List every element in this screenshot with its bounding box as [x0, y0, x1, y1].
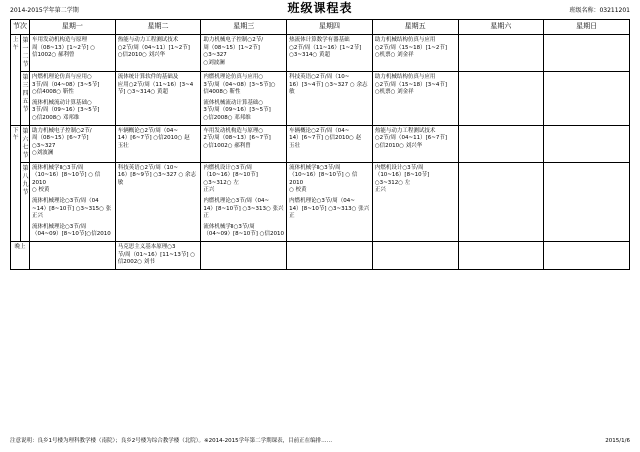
course-entry-line: 流体机械流动计算基础○: [203, 99, 264, 106]
cell-sat-p89: [458, 162, 544, 241]
cell-sun-p67: [544, 125, 630, 162]
course-entry-line: 2节/周（08~13）[6~7节]: [203, 135, 271, 142]
course-entry: [289, 198, 370, 221]
course-entry: [32, 100, 113, 123]
page-title: 班级课程表: [287, 1, 353, 15]
course-entry-line: 14）[8~10节] ○3~313○ 张兴: [203, 205, 284, 212]
course-entry-line: 敏: [117, 179, 124, 186]
cell-fri-p89: [372, 162, 458, 241]
course-entry-line: ○2节/周（04~11）[6~7节]: [374, 135, 447, 142]
cell-wed-evening: [201, 241, 287, 269]
course-entry-line: ○机票○ 刘金祥: [374, 52, 414, 59]
course-entry-line: 信2002○ 刘书: [117, 259, 155, 266]
course-entry-line: 3节/周（09~16）[3~5节]: [203, 107, 271, 114]
course-entry-line: 3节/周（04~08）[3~5节]○: [203, 81, 276, 88]
course-entry-line: 正兴: [32, 213, 44, 220]
table-row: [11, 125, 630, 162]
cell-sat-evening: [458, 241, 544, 269]
column-header-sunday: 星期日: [544, 20, 630, 35]
cell-thu-p67: [287, 125, 373, 162]
cell-tue-evening: [115, 241, 201, 269]
cell-wed-p89: [201, 162, 287, 241]
cell-thu-p345: [287, 72, 373, 126]
period-label-6-7: 第六七节: [20, 125, 30, 162]
cell-mon-evening: [30, 241, 116, 269]
course-entry: [203, 74, 284, 97]
course-entry-line: 周（08~15）[1~2节] ○3~327: [203, 44, 260, 59]
course-entry-line: ○信2008○ 邓邦维: [32, 114, 80, 121]
table-header-row: [11, 20, 630, 35]
course-entry-line: ○3~314○ 黄超: [289, 52, 331, 59]
course-entry: [203, 37, 284, 67]
cell-mon-p67: [30, 125, 116, 162]
course-entry-line: 节/周（01~16）[11~13节] ○: [117, 251, 196, 258]
cell-tue-p67: [115, 125, 201, 162]
cell-fri-p345: [372, 72, 458, 126]
daypart-label-evening: 晚上: [11, 241, 30, 269]
course-entry-line: 14）[6~7节] ○信2010○ 赵: [289, 135, 362, 142]
course-entry-line: 内燃机理论仿真与应用○: [203, 74, 264, 80]
course-entry-line: 正: [203, 213, 209, 220]
table-row: [11, 72, 630, 126]
cell-thu-evening: [287, 241, 373, 269]
course-entry: [118, 165, 199, 188]
period-label-3-5: 第三四五节: [20, 72, 30, 126]
cell-mon-p12: [30, 35, 116, 72]
course-entry: [118, 244, 199, 267]
course-entry-line: 16）[3~4节] ○3~327 ○ 余志: [289, 81, 368, 88]
course-entry-line: 热流体计算数学有器基础: [289, 37, 350, 43]
cell-wed-p67: [201, 125, 287, 162]
cell-tue-p345: [115, 72, 201, 126]
course-entry-line: ○信1002○ 郝利曾: [203, 142, 251, 149]
schedule-table: [10, 19, 630, 270]
course-entry-line: 科技英语○2节/周（10~: [117, 164, 178, 171]
course-entry: [203, 165, 284, 195]
cell-tue-p12: [115, 35, 201, 72]
footer-note: 注意说明：良乡1号楼为理科教学楼（南院）；良乡2号楼为综合教学楼（北院）。※2014-2015学年第二学期课表，目前正在编排……: [10, 438, 333, 444]
footer-date: 2015/1/6: [605, 438, 630, 444]
column-header-wednesday: 星期三: [201, 20, 287, 35]
course-entry-line: 流体机械学Ⅱ○3节/周: [289, 164, 341, 171]
column-header-periods: 节次: [11, 20, 30, 35]
daypart-label-morning: 上午: [11, 35, 21, 126]
course-entry-line: 内燃机设计○3节/周: [374, 164, 424, 171]
course-entry-line: 周（08~13）[1~2节] ○: [32, 44, 96, 51]
page-header: [10, 1, 630, 15]
period-label-8-9: 第八九节: [20, 162, 30, 241]
cell-mon-p89: [30, 162, 116, 241]
course-entry-line: 马克思主义基本原理○3: [117, 243, 176, 250]
course-entry-line: ○刘波澜: [32, 150, 54, 157]
course-entry-line: ○信2008○ 邓邦维: [203, 114, 251, 121]
table-row: [11, 35, 630, 72]
cell-wed-p12: [201, 35, 287, 72]
course-entry-line: ○ 校黄: [289, 187, 307, 194]
cell-sat-p345: [458, 72, 544, 126]
period-label-1-2: 第一二节: [20, 35, 30, 72]
cell-fri-p67: [372, 125, 458, 162]
course-entry-line: 3节/周（09~16）[3~5节]: [32, 107, 100, 114]
course-entry-line: 节] ○3~314○ 黄超: [117, 89, 169, 96]
course-entry-line: 助力机械结构仿真与应用: [374, 74, 436, 80]
course-entry-line: 14）[6~7节] ○信2010○ 赵: [117, 135, 190, 142]
course-entry-line: 流体机械流动计算基础○: [32, 99, 92, 106]
cell-fri-evening: [372, 241, 458, 269]
course-entry: [203, 128, 284, 151]
cell-sun-evening: [544, 241, 630, 269]
course-entry-line: ○刘波澜: [203, 59, 225, 66]
class-name-label: 班级名称：03211201: [569, 7, 630, 14]
table-row: [11, 241, 630, 269]
course-entry: [375, 165, 456, 195]
course-entry-line: 科技英语○2节/周（10~: [289, 74, 350, 80]
course-entry-line: ○信2010○ 刘兴华: [374, 142, 423, 149]
cell-thu-p12: [287, 35, 373, 72]
course-entry-line: 玉壮: [117, 142, 129, 149]
course-entry: [118, 74, 199, 97]
cell-sun-p89: [544, 162, 630, 241]
course-entry-line: 周（08~15）[6~7节] ○3~327: [32, 135, 89, 149]
course-entry-line: ○信2010○ 刘兴华: [117, 52, 166, 59]
page-footer: [10, 437, 630, 446]
table-row: [11, 162, 630, 241]
course-entry-line: ○信4008○ 靳性: [32, 89, 74, 96]
course-entry: [289, 37, 370, 60]
course-entry-line: 正兴: [374, 187, 386, 194]
course-entry: [118, 37, 199, 60]
course-entry-line: （04~09）[8~10节] ○信2010: [203, 231, 284, 238]
course-entry-line: 车辆概论○2节/周（04~: [289, 127, 350, 134]
course-entry-line: （10~16）[8~10节] ○3~312○ 左: [374, 172, 430, 186]
column-header-thursday: 星期四: [287, 20, 373, 35]
course-entry-line: 流体机械学Ⅱ○3节/周: [32, 164, 84, 171]
course-entry-line: ○机票○ 刘金祥: [374, 89, 414, 96]
course-entry: [289, 74, 370, 97]
cell-thu-p89: [287, 162, 373, 241]
course-entry-line: 助力机械结构仿真与应用: [374, 37, 436, 43]
course-entry-line: （10~16）[8~10节] ○3~312○ 左: [203, 172, 258, 186]
course-entry-line: 流体机械理论○3节/周: [32, 223, 87, 230]
cell-wed-p345: [201, 72, 287, 126]
course-entry-line: 流体统计算软件的基础及: [117, 74, 179, 80]
term-label: 2014-2015学年第二学期: [10, 7, 79, 14]
course-entry: [32, 37, 113, 60]
course-entry-line: 流体机械学Ⅱ○3节/周: [203, 223, 255, 230]
column-header-tuesday: 星期二: [115, 20, 201, 35]
daypart-label-afternoon: 下午: [11, 125, 21, 241]
course-entry-line: ○2节/周（15~18）[1~2节]: [374, 44, 447, 51]
course-entry-line: 内燃机理论○3节/周（04~: [203, 197, 270, 204]
course-entry-line: 内燃机设计○3节/周: [203, 164, 253, 171]
course-entry-line: 敏: [289, 89, 295, 96]
course-entry-line: 车辆概论○2节/周（04~: [117, 127, 178, 134]
cell-sun-p345: [544, 72, 630, 126]
course-entry-line: 16）[8~9节] ○3~327 ○ 余志: [117, 172, 197, 179]
course-entry-line: 玉壮: [289, 142, 301, 149]
column-header-monday: 星期一: [30, 20, 116, 35]
course-entry-line: 应用○2节/周（11~16）[3~4: [117, 81, 194, 88]
course-entry-line: 助力机械电子控制○2节/: [203, 37, 264, 43]
course-entry: [375, 128, 456, 151]
course-entry: [203, 100, 284, 123]
course-entry-line: 助力机械电子控制○2节/: [32, 127, 92, 134]
course-entry-line: 热能与动力工程测试技术: [374, 127, 436, 134]
course-entry-line: ○2节/周（11~16）[1~2节]: [289, 44, 362, 51]
course-entry-line: 正: [289, 213, 295, 220]
course-entry: [32, 224, 113, 239]
course-entry-line: ○ 校黄: [32, 187, 50, 194]
course-entry-line: 流体机械理论○3节/周（04: [32, 197, 99, 204]
course-entry-line: （10~16）[8~10节] ○ 信2010: [32, 172, 101, 186]
course-entry-line: ○2节/周（04~11）[1~2节]: [117, 44, 190, 51]
cell-fri-p12: [372, 35, 458, 72]
course-entry: [289, 165, 370, 195]
course-entry-line: 车用发动机构造与原理: [32, 37, 88, 43]
course-entry-line: 3节/周（04~08）[3~5节]: [32, 81, 100, 88]
cell-tue-p89: [115, 162, 201, 241]
cell-sat-p67: [458, 125, 544, 162]
course-entry: [32, 198, 113, 221]
course-entry: [32, 128, 113, 158]
cell-sat-p12: [458, 35, 544, 72]
course-entry: [375, 74, 456, 97]
course-entry: [203, 198, 284, 221]
column-header-saturday: 星期六: [458, 20, 544, 35]
course-entry-line: （04~09）[8~10节]○信2010: [32, 231, 111, 238]
course-entry: [289, 128, 370, 151]
course-entry-line: 热能与动力工程测试技术: [117, 37, 179, 43]
cell-mon-p345: [30, 72, 116, 126]
column-header-friday: 星期五: [372, 20, 458, 35]
course-entry-line: ~14）[8~10节] ○3~315○ 张: [32, 205, 112, 212]
course-entry-line: 内燃机理论○3节/周（04~: [289, 197, 355, 204]
course-entry-line: 正兴: [203, 187, 215, 194]
course-entry: [32, 165, 113, 195]
course-entry-line: 信4008○ 靳性: [203, 89, 241, 96]
course-entry: [118, 128, 199, 151]
course-entry-line: ○2节/周（15~18）[3~4节]: [374, 81, 447, 88]
course-entry-line: 14）[8~10节] ○3~313○ 张兴: [289, 205, 370, 212]
course-entry: [32, 74, 113, 97]
course-entry: [375, 37, 456, 60]
course-entry-line: 车用发动机构造与原理○: [203, 127, 264, 134]
course-entry-line: 内燃机理论仿真与应用○: [32, 74, 92, 80]
course-entry-line: （10~16）[8~10节] ○ 信2010: [289, 172, 358, 186]
cell-sun-p12: [544, 35, 630, 72]
course-entry: [203, 224, 284, 239]
course-entry-line: 信1002○ 郝利曾: [32, 52, 75, 59]
